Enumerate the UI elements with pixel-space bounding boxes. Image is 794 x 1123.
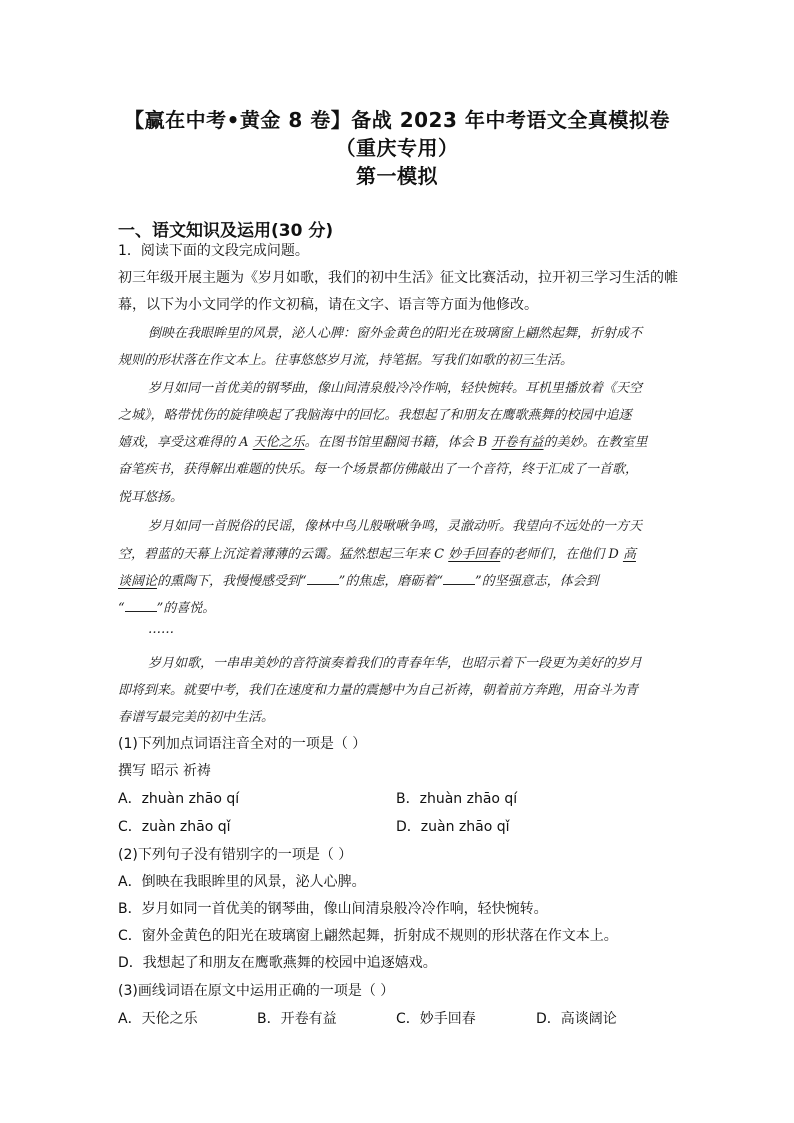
fill-blank[interactable] <box>443 572 475 585</box>
option-d[interactable]: D．高谈阔论 <box>536 1011 617 1027</box>
draft-text: 空，碧蓝的天幕上沉淀着薄薄的云霭。猛然想起三年来 C <box>118 547 449 562</box>
option-a[interactable]: A．zhuàn zhāo qí <box>118 791 240 807</box>
option-a[interactable]: A．天伦之乐 <box>118 1011 198 1027</box>
underlined-idiom-d: 谈阔论 <box>118 574 158 589</box>
exam-subtitle-round: 第一模拟 <box>356 164 438 188</box>
draft-line: 悦耳悠扬。 <box>118 490 184 505</box>
draft-line: 岁月如同一首优美的钢琴曲，像山间清泉般冷冷作响，轻快惋转。耳机里播放着《天空 <box>148 381 643 396</box>
sub-question-2: (2)下列句子没有错别字的一项是（ ） <box>118 847 353 863</box>
sub-question-1-words: 撰写 昭示 祈祷 <box>118 763 211 779</box>
option-b[interactable]: B．zhuàn zhāo qí <box>396 791 518 807</box>
draft-text: ”的坚强意志，体会到 <box>474 574 599 589</box>
option-c[interactable]: C．窗外金黄色的阳光在玻璃窗上翩然起舞，折射成不规则的形状落在作文本上。 <box>118 928 618 944</box>
draft-line: 之城》，略带忧伤的旋律唤起了我脑海中的回忆。我想起了和朋友在鹰歌燕舞的校园中追逐 <box>118 408 632 423</box>
draft-line: 奋笔疾书，获得解出难题的快乐。每一个场景都仿佛敲出了一个音符，终于汇成了一首歌， <box>118 462 639 477</box>
draft-line: 春谱写最完美的初中生活。 <box>118 710 275 725</box>
section-heading: 一、语文知识及运用(30 分) <box>118 221 334 241</box>
underlined-idiom-d: 高 <box>622 547 636 562</box>
draft-line <box>118 570 599 589</box>
ellipsis: …… <box>148 622 174 637</box>
draft-line <box>118 597 215 616</box>
option-d[interactable]: D．我想起了和朋友在鹰歌燕舞的校园中追逐嬉戏。 <box>118 955 437 971</box>
underlined-idiom-c: 妙手回春 <box>448 547 501 562</box>
option-b[interactable]: B．开卷有益 <box>257 1011 337 1027</box>
option-d[interactable]: D．zuàn zhāo qǐ <box>396 819 510 835</box>
exam-title: 【赢在中考•黄金 8 卷】备战 2023 年中考语文全真模拟卷 <box>124 108 670 132</box>
exam-subtitle-region: （重庆专用） <box>335 136 459 160</box>
draft-text: 的老师们，在他们 D <box>500 547 623 562</box>
fill-blank[interactable] <box>307 572 339 585</box>
draft-text: 。在图书馆里翻阅书籍，体会 B <box>304 435 492 450</box>
context-text: 幕，以下为小文同学的作文初稿，请在文字、语言等方面为他修改。 <box>118 297 538 313</box>
draft-line: 倒映在我眼眸里的风景，泌人心脾：窗外金黄色的阳光在玻璃窗上翩然起舞，折射成不 <box>148 326 643 341</box>
fill-blank[interactable] <box>125 599 157 612</box>
draft-line: 岁月如歌，一串串美妙的音符演奏着我们的青春年华，也昭示着下一段更为美好的岁月 <box>148 656 643 671</box>
draft-text: 的熏陶下，我慢慢感受到“ <box>157 574 307 589</box>
draft-text: “ <box>118 601 125 616</box>
draft-line: 岁月如同一首脱俗的民谣，像林中鸟儿般啾啾争鸣，灵澈动听。我望向不远处的一方天 <box>148 519 643 534</box>
draft-line: 即将到来。就要中考，我们在速度和力量的震撼中为自己祈祷，朝着前方奔跑，用奋斗为青 <box>118 683 639 698</box>
draft-line <box>118 543 636 562</box>
option-b[interactable]: B．岁月如同一首优美的钢琴曲，像山间清泉般冷冷作响，轻快惋转。 <box>118 901 548 917</box>
draft-line <box>118 431 648 450</box>
draft-text: ”的焦虑，磨砺着“ <box>338 574 443 589</box>
question-intro: 1．阅读下面的文段完成问题。 <box>118 243 309 259</box>
sub-question-1: (1)下列加点词语注音全对的一项是（ ） <box>118 736 367 752</box>
context-text: 初三年级开展主题为《岁月如歌，我们的初中生活》征文比赛活动，拉开初三学习生活的帷 <box>118 270 678 286</box>
underlined-idiom-a: 天伦之乐 <box>252 435 305 450</box>
draft-text: 的美妙。在教室里 <box>543 435 648 450</box>
option-c[interactable]: C．zuàn zhāo qǐ <box>118 819 231 835</box>
draft-text: 嬉戏，享受这难得的 A <box>118 435 253 450</box>
option-c[interactable]: C．妙手回春 <box>396 1011 476 1027</box>
underlined-idiom-b: 开卷有益 <box>491 435 544 450</box>
sub-question-3: (3)画线词语在原文中运用正确的一项是（ ） <box>118 983 395 999</box>
draft-text: ”的喜悦。 <box>156 601 216 616</box>
option-a[interactable]: A．倒映在我眼眸里的风景，泌人心脾。 <box>118 874 366 890</box>
draft-line: 规则的形状落在作文本上。往事悠悠岁月流，持笔据。写我们如歌的初三生活。 <box>118 353 574 368</box>
